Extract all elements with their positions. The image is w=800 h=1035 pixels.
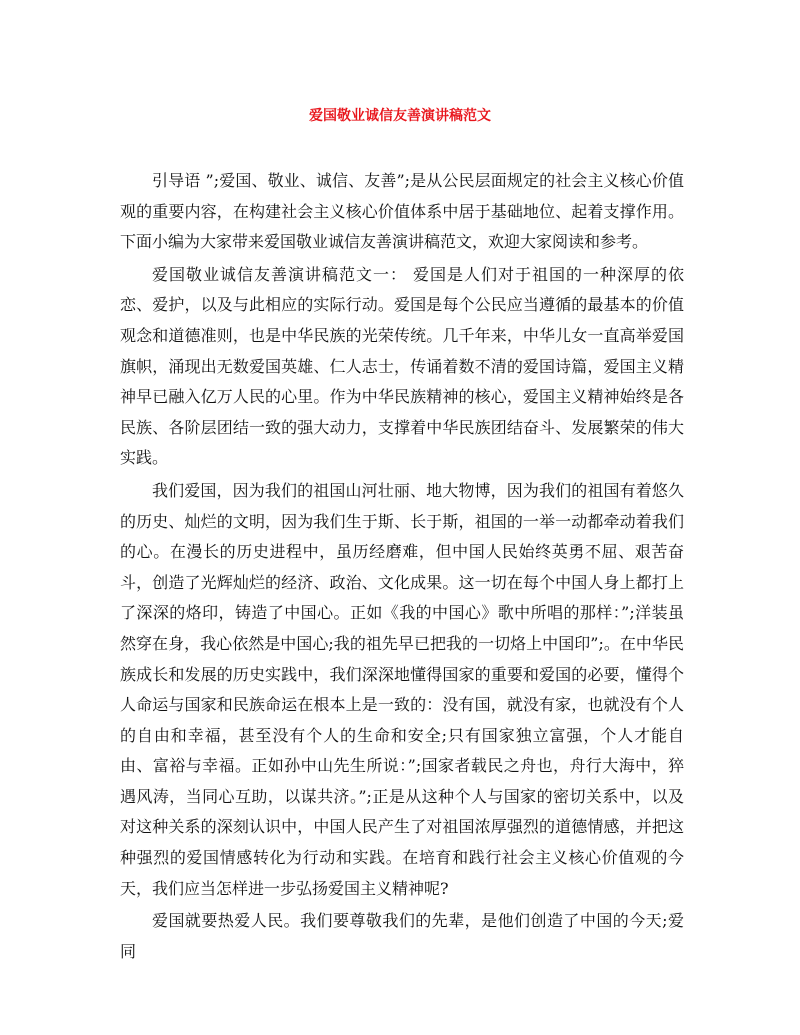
document-body bbox=[120, 166, 684, 967]
document-title: 爱国敬业诚信友善演讲稿范文 bbox=[309, 108, 491, 124]
paragraph-speech-one: 爱国敬业诚信友善演讲稿范文一： 爱国是人们对于祖国的一种深厚的依恋、爱护，以及与此相应的实际行动。爱国是每个公民应当遵循的最基本的价值观念和道德准则，也是中华民族的光荣传统。几千年来，中华儿女一直高举爱国旗帜，涌现出无数爱国英雄、仁人志士，传诵着数不清的爱国诗篇，爱国主义精神早已融入亿万人民的心里。作为中华民族精神的核心，爱国主义精神始终是各民族、各阶层团结一致的强大动力，支撑着中华民族团结奋斗、发展繁荣的伟大实践。 bbox=[120, 264, 684, 468]
paragraph-why-love-country: 我们爱国，因为我们的祖国山河壮丽、地大物博，因为我们的祖国有着悠久的历史、灿烂的文明，因为我们生于斯、长于斯，祖国的一举一动都牵动着我们的心。在漫长的历史进程中，虽历经磨难，但中国人民始终英勇不屈、艰苦奋斗，创造了光辉灿烂的经济、政治、文化成果。这一切在每个中国人身上都打上了深深的烙印，铸造了中国心。正如《我的中国心》歌中所唱的那样：”;洋装虽然穿在身，我心依然是中国心;我的祖先早已把我的一切烙上中国印”;。在中华民族成长和发展的历史实践中，我们深深地懂得国家的重要和爱国的必要，懂得个人命运与国家和民族命运在根本上是一致的：没有国，就没有家，也就没有个人的自由和幸福，甚至没有个人的生命和安全;只有国家独立富强，个人才能自由、富裕与幸福。正如孙中山先生所说：”;国家者载民之舟也，舟行大海中，猝遇风涛，当同心互助，以谋共济。”;正是从这种个人与国家的密切关系中，以及对这种关系的深刻认识中，中国人民产生了对祖国浓厚强烈的道德情感，并把这种强烈的爱国情感转化为行动和实践。在培育和践行社会主义核心价值观的今天，我们应当怎样进一步弘扬爱国主义精神呢? bbox=[120, 480, 684, 898]
paragraph-love-people: 爱国就要热爱人民。我们要尊敬我们的先辈，是他们创造了中国的今天;爱同 bbox=[120, 911, 684, 961]
paragraph-intro: 引导语 ”;爱国、敬业、诚信、友善”;是从公民层面规定的社会主义核心价值观的重要内容，在构建社会主义核心价值体系中居于基础地位、起着支撑作用。下面小编为大家带来爱国敬业诚信友善演讲稿范文，欢迎大家阅读和参考。 bbox=[120, 171, 684, 252]
